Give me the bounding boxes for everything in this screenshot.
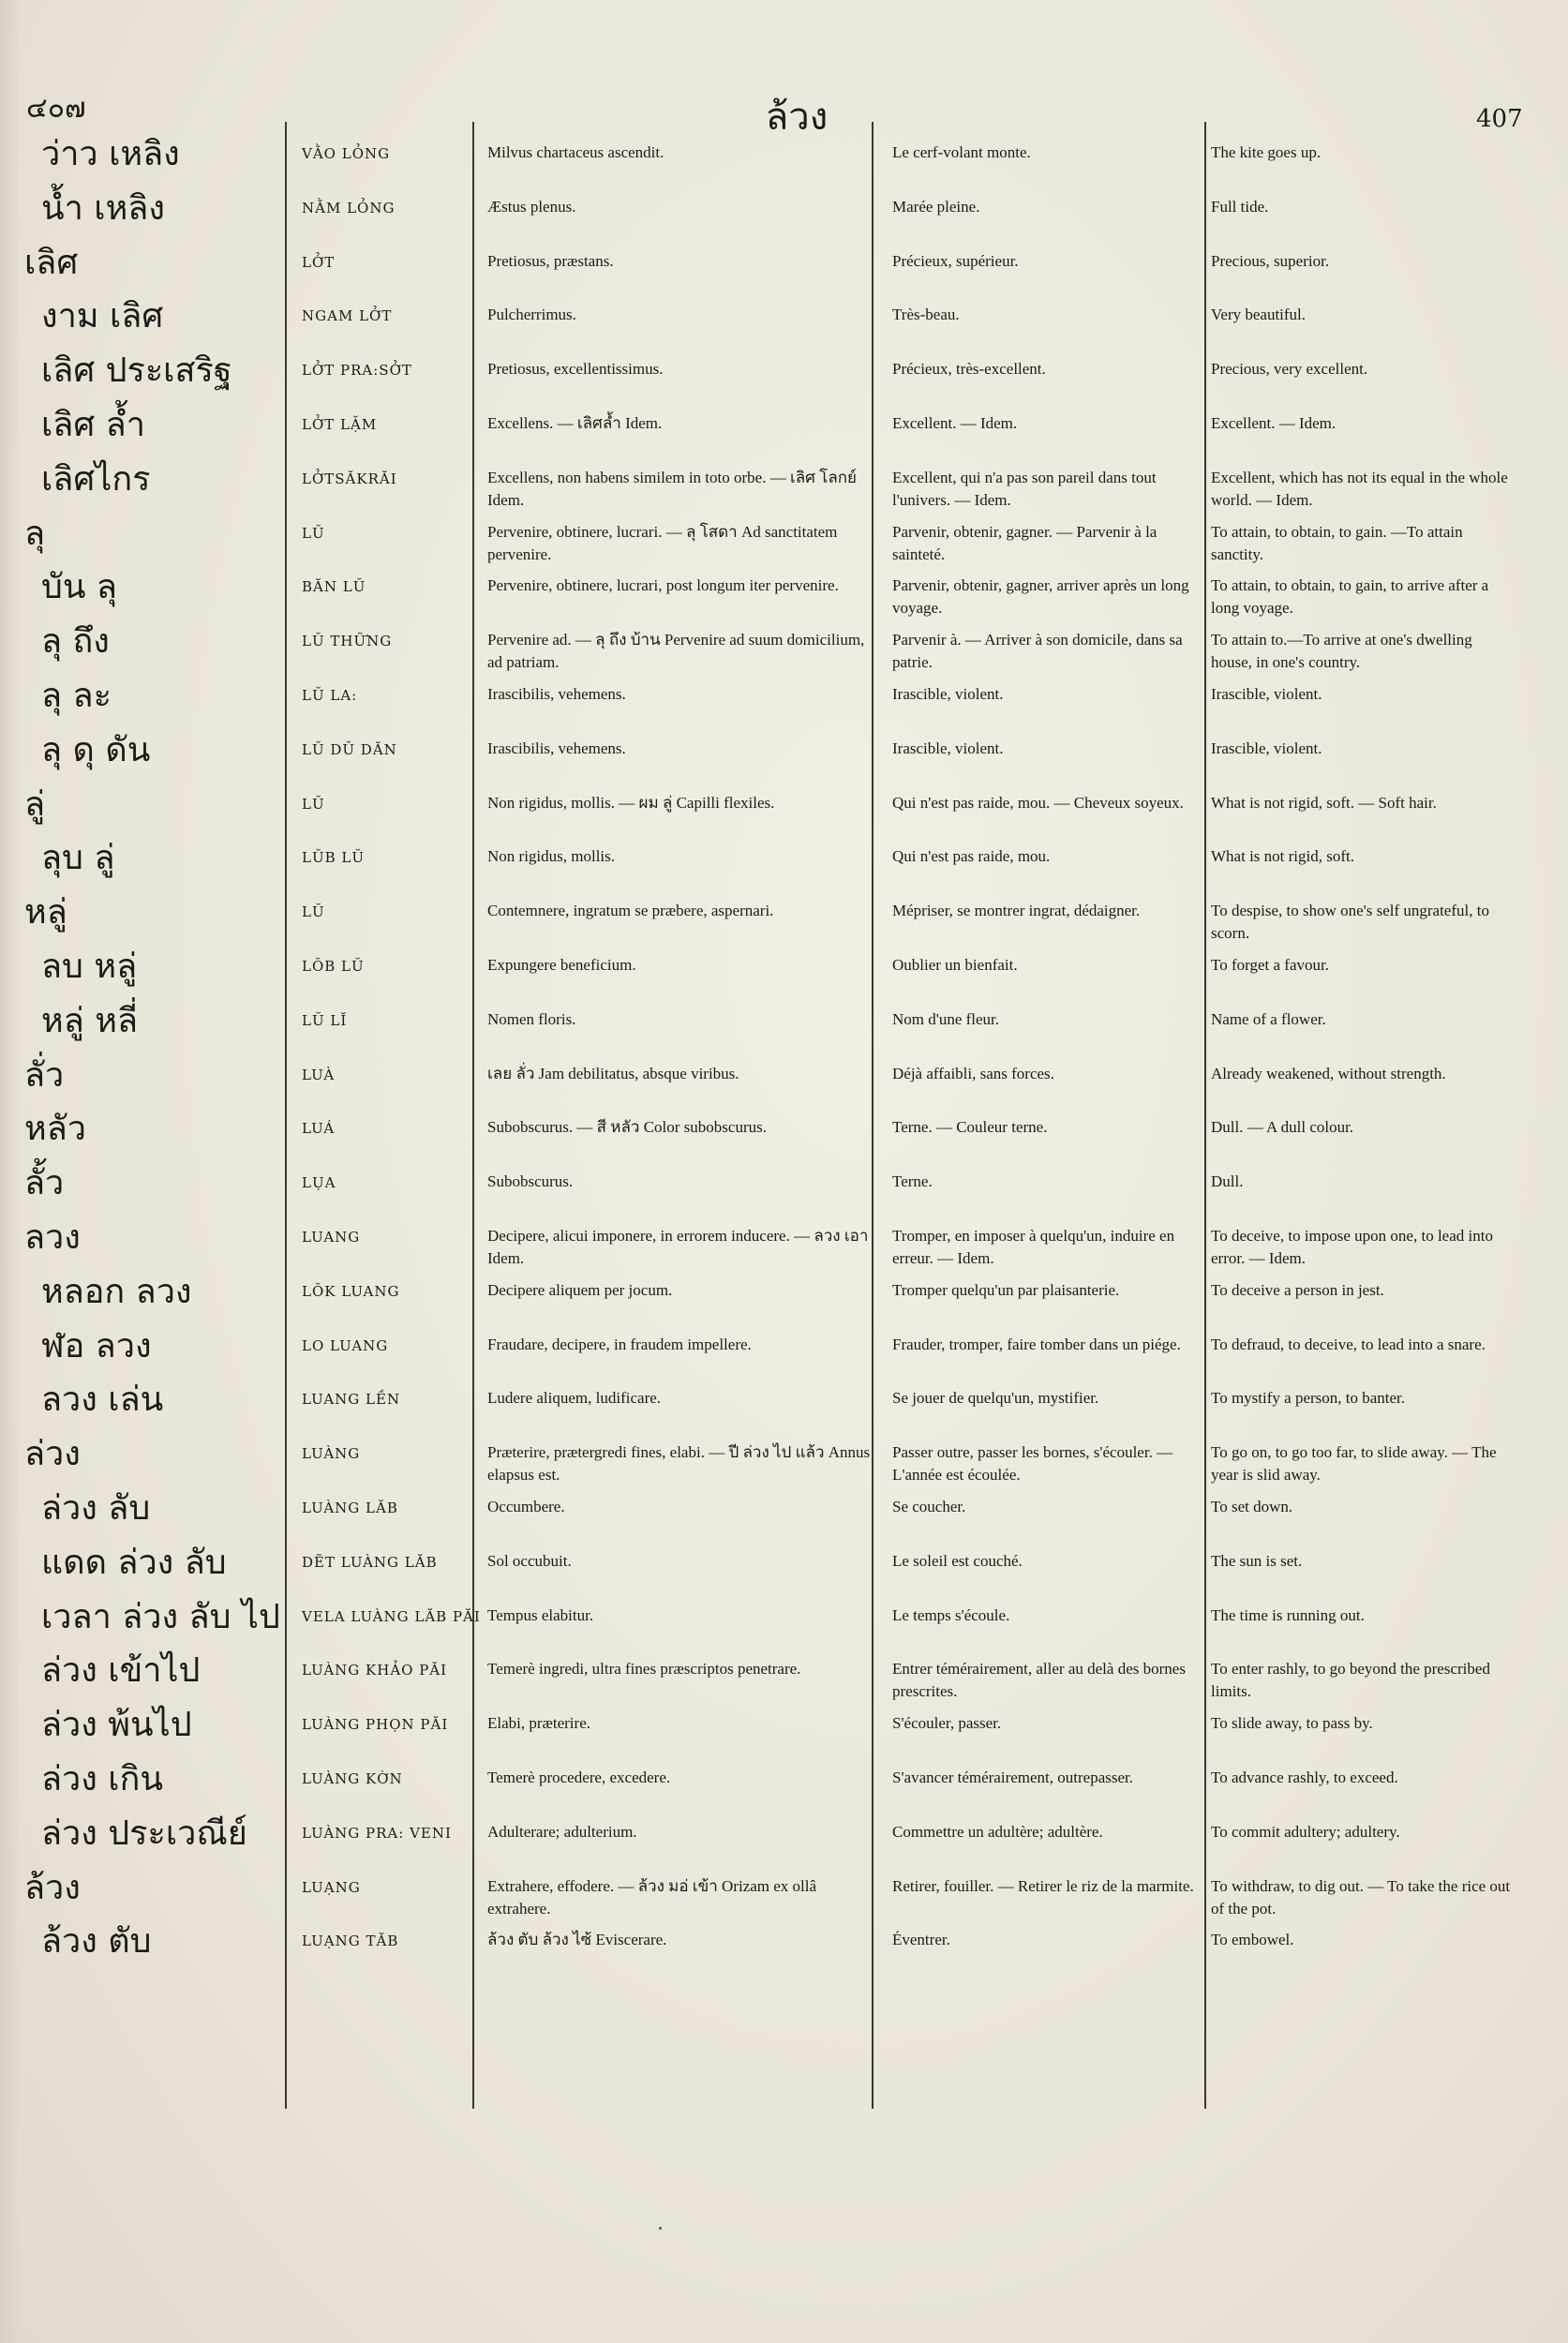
french-definition: Parvenir, obtenir, gagner, arriver après un long voyage. [892, 576, 1189, 618]
english-definition: To defraud, to deceive, to lead into a snare. [1211, 1335, 1486, 1353]
french-definition: Frauder, tromper, faire tomber dans un piége. [892, 1335, 1181, 1353]
english-definition: To deceive, to impose upon one, to lead into error. — Idem. [1211, 1227, 1493, 1267]
dictionary-entry [0, 352, 1568, 406]
dictionary-entry [0, 1599, 1568, 1652]
french-definition: Parvenir, obtenir, gagner. — Parvenir à la sainteté. [892, 522, 1157, 563]
romanization: LUÀNG KHẢO PĂI [302, 1662, 448, 1679]
latin-definition: Extrahere, effodere. — ล้วง มอ่ เข้า Orizam ex ollâ extrahere. [487, 1876, 817, 1918]
english-definition: To attain, to obtain, to gain, to arrive after a long voyage. [1211, 576, 1489, 618]
latin-definition: Temerè procedere, excedere. [487, 1768, 671, 1786]
thai-headword: ล่วง ประเวณีย์ [41, 1813, 247, 1853]
latin-definition: Temerè ingredi, ultra fines præscriptos penetrare. [487, 1660, 801, 1679]
romanization: LỞT [302, 253, 336, 271]
french-definition: Déjà affaibli, sans forces. [892, 1064, 1054, 1082]
thai-headword: ล้วง [24, 1868, 81, 1907]
dictionary-entry [0, 1761, 1568, 1814]
english-definition: To set down. [1211, 1498, 1293, 1515]
latin-definition: Excellens, non habens similem in toto orbe. — เลิศ โลกย์ Idem. [487, 468, 858, 509]
french-definition: Qui n'est pas raide, mou. [892, 847, 1051, 866]
thai-headword: เลิศ ประเสริฐ [41, 351, 232, 391]
dictionary-entry [0, 894, 1568, 948]
thai-headword: เลิศไกร [41, 459, 151, 499]
romanization: LŎK LUANG [302, 1282, 400, 1300]
dictionary-entry [0, 1219, 1568, 1273]
paper-speck [659, 2227, 662, 2230]
thai-headword: ล่วง เข้าไป [41, 1651, 201, 1691]
thai-headword: ลบ หลู่ [41, 948, 138, 986]
thai-headword: เลิศ [24, 243, 79, 282]
english-definition: To slide away, to pass by. [1211, 1714, 1373, 1733]
latin-definition: Fraudare, decipere, in fraudem impellere. [487, 1335, 752, 1353]
french-definition: Très-beau. [892, 306, 960, 324]
romanization: LUẠNG [302, 1878, 361, 1896]
dictionary-entry [0, 1111, 1568, 1164]
romanization: LỞTSĂKRĂI [302, 470, 397, 487]
english-definition: Irascible, violent. [1211, 685, 1322, 703]
dictionary-entry [0, 1057, 1568, 1111]
thai-headword: เวลา ล่วง ลับ ไป [41, 1597, 280, 1636]
dictionary-entry [0, 1436, 1568, 1489]
thai-headword: ลู่ [24, 784, 46, 824]
english-definition: To forget a favour. [1211, 956, 1329, 974]
thai-headword: ลุ ถึง [41, 622, 110, 662]
thai-headword: หลอก ลวง [41, 1272, 192, 1311]
latin-definition: Præterire, prætergredi fines, elabi. — ปี ล่วง ไป แล้ว Annus elapsus est. [487, 1443, 871, 1485]
french-definition: Marée pleine. [892, 197, 980, 216]
thai-headword: น้ำ เหลิง [41, 188, 165, 228]
thai-headword: ลวง เล่น [41, 1380, 164, 1420]
dictionary-entry [0, 515, 1568, 569]
french-definition: Se coucher. [892, 1498, 966, 1515]
latin-definition: Adulterare; adulterium. [487, 1822, 637, 1841]
romanization: LUANG [302, 1229, 361, 1246]
english-definition: Dull. — A dull colour. [1211, 1118, 1354, 1137]
romanization: NGAM LỞT [302, 307, 393, 325]
french-definition: Excellent. — Idem. [892, 414, 1018, 432]
dictionary-entry [0, 948, 1568, 1002]
romanization: LO LUANG [302, 1336, 389, 1354]
thai-headword: งาม เลิศ [41, 297, 164, 336]
french-definition: Tromper, en imposer à quelqu'un, induire en erreur. — Idem. [892, 1227, 1175, 1267]
romanization: LUÀ [302, 1066, 336, 1083]
romanization: LỞT LẶM [302, 416, 378, 433]
romanization: LŎB LŬ [302, 958, 365, 975]
dictionary-entry [0, 1003, 1568, 1056]
dictionary-entry [0, 245, 1568, 298]
english-definition: The sun is set. [1211, 1551, 1303, 1570]
thai-headword: เลิศ ล้ำ [41, 406, 145, 444]
thai-headword: ล่วง ลับ [41, 1489, 151, 1528]
romanization: LŬ [302, 795, 325, 813]
english-definition: To embowel. [1211, 1931, 1294, 1949]
english-definition: To enter rashly, to go beyond the prescribed limits. [1211, 1660, 1490, 1701]
dictionary-entry [0, 569, 1568, 622]
french-definition: Se jouer de quelqu'un, mystifier. [892, 1389, 1099, 1408]
english-definition: To despise, to show one's self ungrateful, to scorn. [1211, 902, 1489, 943]
romanization: VELA LUÀNG LĂB PĂI [302, 1607, 481, 1625]
latin-definition: Non rigidus, mollis. [487, 847, 616, 866]
latin-definition: Ludere aliquem, ludificare. [487, 1389, 662, 1408]
romanization: LỞT PRA:SỞT [302, 362, 412, 380]
french-definition: Terne. [892, 1172, 933, 1191]
english-definition: To attain, to obtain, to gain. —To attain sanctity. [1211, 522, 1463, 563]
romanization: LŬ LĬ [302, 1011, 348, 1029]
french-definition: Excellent, qui n'a pas son pareil dans tout l'univers. — Idem. [892, 468, 1157, 509]
dictionary-entry [0, 1923, 1568, 1977]
english-definition: Excellent, which has not its equal in the whole world. — Idem. [1211, 468, 1508, 509]
english-definition: To withdraw, to dig out. — To take the rice out of the pot. [1211, 1876, 1511, 1918]
french-definition: Tromper quelqu'un par plaisanterie. [892, 1280, 1120, 1299]
thai-headword: ลวง [24, 1218, 81, 1257]
english-definition: Excellent. — Idem. [1211, 414, 1337, 432]
latin-definition: Decipere, alicui imponere, in errorem inducere. — ลวง เอา Idem. [487, 1227, 869, 1267]
thai-headword: ฬอ ลวง [41, 1326, 152, 1366]
french-definition: Éventrer. [892, 1931, 950, 1949]
romanization: LŬ [302, 524, 325, 542]
dictionary-entry [0, 298, 1568, 351]
french-definition: Entrer témérairement, aller au delà des bornes prescrites. [892, 1660, 1186, 1701]
latin-definition: Tempus elabitur. [487, 1605, 594, 1624]
romanization: LUÀNG KỜN [302, 1770, 403, 1787]
french-definition: Terne. — Couleur terne. [892, 1118, 1048, 1137]
dictionary-entry [0, 1545, 1568, 1598]
french-definition: Oublier un bienfait. [892, 956, 1018, 974]
thai-headword: ล่วง พ้นไป [41, 1706, 192, 1745]
latin-definition: Pervenire, obtinere, lucrari, post longum iter pervenire. [487, 576, 839, 595]
thai-headword: ลุบ ลู่ [41, 839, 115, 878]
page-number: 407 [1476, 105, 1523, 133]
english-definition: What is not rigid, soft. [1211, 847, 1354, 866]
french-definition: S'écouler, passer. [892, 1714, 1002, 1733]
english-definition: To commit adultery; adultery. [1211, 1822, 1400, 1841]
french-definition: Passer outre, passer les bornes, s'écouler. — L'année est écoulée. [892, 1443, 1173, 1485]
dictionary-entry [0, 732, 1568, 785]
thai-headword: หลู่ หลี่ [41, 1001, 139, 1040]
romanization: LUÀNG [302, 1445, 361, 1463]
english-definition: To advance rashly, to exceed. [1211, 1768, 1398, 1786]
romanization: LŬ [302, 903, 325, 921]
page-headword: ล้วง [765, 96, 829, 139]
latin-definition: Pulcherrimus. [487, 306, 576, 324]
dictionary-entry [0, 678, 1568, 731]
thai-headword: ลุ [24, 514, 46, 553]
english-definition: Full tide. [1211, 197, 1269, 216]
romanization: LUÀNG PHỌN PĂI [302, 1716, 449, 1734]
french-definition: Irascible, violent. [892, 685, 1004, 703]
romanization: DẼT LUÀNG LĂB [302, 1553, 438, 1571]
dictionary-entry [0, 840, 1568, 893]
english-definition: Very beautiful. [1211, 306, 1307, 324]
romanization: LŬ THỮNG [302, 633, 393, 650]
thai-headword: ล้วง ตับ [41, 1922, 152, 1962]
thai-headword: บัน ลุ [41, 568, 117, 607]
dictionary-entry [0, 1707, 1568, 1760]
romanization: LUẠNG TĂB [302, 1933, 399, 1950]
thai-headword: ว่าว เหลิง [41, 135, 180, 173]
latin-definition: Irascibilis, vehemens. [487, 685, 626, 703]
dictionary-entry [0, 786, 1568, 840]
latin-definition: Subobscurus. — สี หลัว Color subobscurus. [487, 1118, 767, 1137]
thai-headword: ล่วง [24, 1435, 81, 1474]
latin-definition: Excellens. — เลิศล้ำ Idem. [487, 414, 663, 432]
english-definition: Name of a flower. [1211, 1009, 1326, 1028]
thai-headword: หลัว [24, 1110, 87, 1149]
romanization: NẰM LỎNG [302, 199, 396, 216]
romanization: LUÀNG PRA: VENI [302, 1824, 452, 1842]
thai-page-number: ๔๐๗ [26, 92, 86, 125]
romanization: LŬ DŬ DĂN [302, 740, 397, 758]
dictionary-entry [0, 1328, 1568, 1381]
latin-definition: Occumbere. [487, 1498, 565, 1515]
latin-definition: Pervenire, obtinere, lucrari. — ลุ โสดา Ad sanctitatem pervenire. [487, 522, 838, 563]
thai-headword: ลั่ว [24, 1055, 65, 1095]
romanization: LUÁ [302, 1120, 336, 1138]
french-definition: Le temps s'écoule. [892, 1605, 1010, 1624]
latin-definition: Sol occubuit. [487, 1551, 572, 1570]
thai-headword: ลุ ละ [41, 677, 112, 715]
latin-definition: Pervenire ad. — ลุ ถึง บ้าน Pervenire ad suum domicilium, ad patriam. [487, 631, 865, 672]
thai-headword: แดด ล่วง ลับ [41, 1543, 227, 1582]
english-definition: Precious, superior. [1211, 251, 1330, 270]
english-definition: Precious, very excellent. [1211, 360, 1368, 379]
english-definition: Dull. [1211, 1172, 1244, 1191]
thai-headword: ลุ ดุ ดัน [41, 730, 151, 769]
romanization: LUANG LỀN [302, 1391, 401, 1409]
latin-definition: Nomen floris. [487, 1009, 576, 1028]
latin-definition: Pretiosus, præstans. [487, 251, 614, 270]
french-definition: S'avancer témérairement, outrepasser. [892, 1768, 1134, 1786]
thai-headword: ล่วง เกิน [41, 1760, 164, 1798]
french-definition: Parvenir à. — Arriver à son domicile, dans sa patrie. [892, 631, 1183, 672]
dictionary-entry [0, 461, 1568, 515]
dictionary-entry [0, 190, 1568, 244]
romanization: LỤA [302, 1174, 336, 1192]
latin-definition: Expungere beneficium. [487, 956, 636, 974]
english-definition: The time is running out. [1211, 1605, 1365, 1624]
latin-definition: เลย ลั่ว Jam debilitatus, absque viribus. [487, 1064, 739, 1082]
latin-definition: Decipere aliquem per jocum. [487, 1280, 673, 1299]
french-definition: Irascible, violent. [892, 739, 1004, 757]
french-definition: Le soleil est couché. [892, 1551, 1023, 1570]
latin-definition: Æstus plenus. [487, 197, 576, 216]
dictionary-entry [0, 1490, 1568, 1544]
dictionary-entry [0, 1165, 1568, 1218]
dictionary-entry [0, 1381, 1568, 1435]
dictionary-entry [0, 136, 1568, 189]
english-definition: To mystify a person, to banter. [1211, 1389, 1406, 1408]
thai-headword: หลู่ [24, 893, 67, 933]
latin-definition: Pretiosus, excellentissimus. [487, 360, 664, 379]
english-definition: The kite goes up. [1211, 143, 1322, 161]
english-definition: Already weakened, without strength. [1211, 1064, 1446, 1082]
english-definition: Irascible, violent. [1211, 739, 1322, 757]
french-definition: Précieux, très-excellent. [892, 360, 1046, 379]
french-definition: Retirer, fouiller. — Retirer le riz de la marmite. [892, 1876, 1194, 1895]
latin-definition: ล้วง ตับ ล้วง ไซ้ Eviscerare. [487, 1931, 667, 1949]
french-definition: Mépriser, se montrer ingrat, dédaigner. [892, 902, 1141, 920]
english-definition: To go on, to go too far, to slide away. — The year is slid away. [1211, 1443, 1497, 1485]
english-definition: To deceive a person in jest. [1211, 1280, 1384, 1299]
dictionary-entry [0, 623, 1568, 677]
romanization: LŬ LA: [302, 687, 358, 704]
romanization: VẰO LỎNG [302, 145, 391, 162]
dictionary-entry [0, 1274, 1568, 1327]
french-definition: Nom d'une fleur. [892, 1009, 1000, 1028]
romanization: LŬB LŬ [302, 849, 365, 867]
romanization: LUÀNG LĂB [302, 1500, 398, 1516]
latin-definition: Milvus chartaceus ascendit. [487, 143, 665, 161]
french-definition: Le cerf-volant monte. [892, 143, 1031, 161]
latin-definition: Contemnere, ingratum se præbere, aspernari. [487, 902, 774, 920]
dictionary-entry [0, 1815, 1568, 1869]
french-definition: Qui n'est pas raide, mou. — Cheveux soyeux. [892, 793, 1184, 812]
romanization: BĂN LŬ [302, 578, 366, 596]
english-definition: What is not rigid, soft. — Soft hair. [1211, 793, 1437, 812]
dictionary-entry [0, 1652, 1568, 1706]
dictionary-entry [0, 407, 1568, 460]
dictionary-entry [0, 1870, 1568, 1923]
latin-definition: Non rigidus, mollis. — ผม ลู่ Capilli flexiles. [487, 793, 775, 812]
latin-definition: Irascibilis, vehemens. [487, 739, 626, 757]
thai-headword: ลั้ว [24, 1164, 65, 1203]
latin-definition: Subobscurus. [487, 1172, 574, 1191]
french-definition: Commettre un adultère; adultère. [892, 1822, 1103, 1841]
latin-definition: Elabi, præterire. [487, 1714, 590, 1733]
english-definition: To attain to.—To arrive at one's dwelling house, in one's country. [1211, 631, 1472, 672]
french-definition: Précieux, supérieur. [892, 251, 1019, 270]
